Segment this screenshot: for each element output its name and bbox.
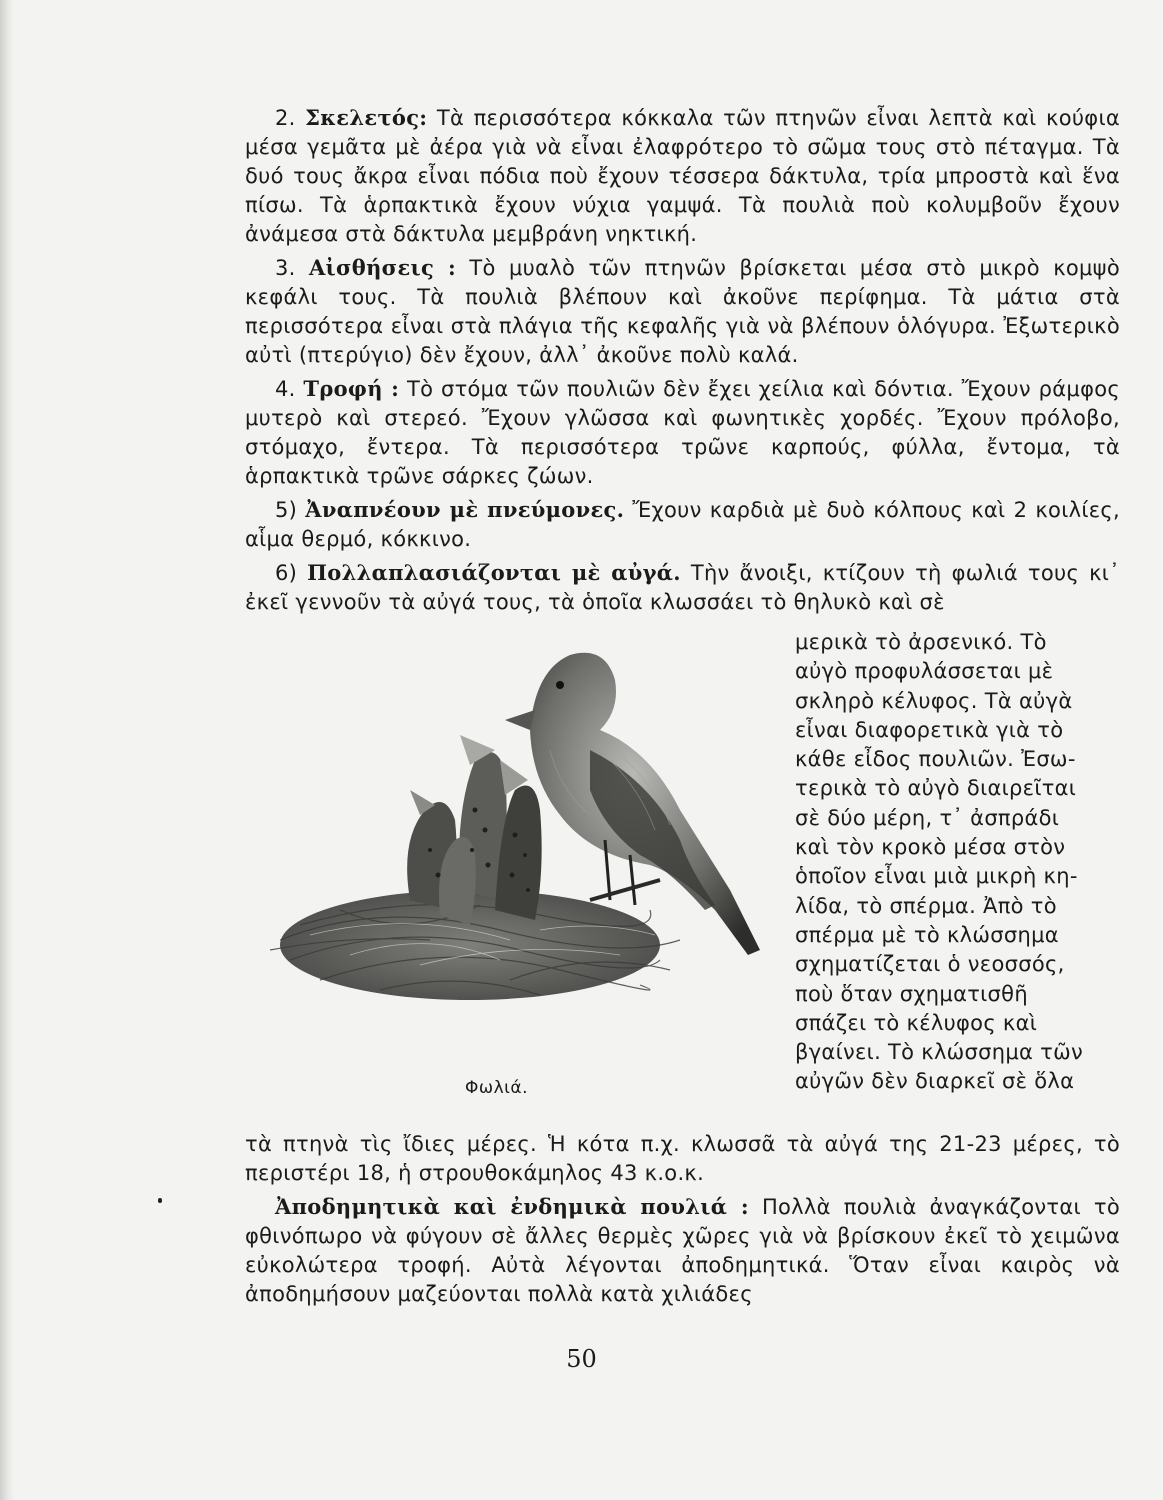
wrap-line: βγαίνει. Τὸ κλώσσημα τῶν <box>795 1040 1084 1065</box>
paragraph-heading: Πολλαπλασιάζονται μὲ αὐγά. <box>307 560 681 585</box>
figure-caption: Φωλιά. <box>465 1078 529 1098</box>
figure-bird-nest <box>260 640 790 1030</box>
paragraph-heading: Ἀναπνέουν μὲ πνεύμονες. <box>305 497 625 522</box>
paragraph-number: 4. <box>275 377 296 401</box>
paragraph-skeleton <box>245 103 1120 249</box>
paragraph-text: Τὸ μυαλὸ τῶν πτηνῶν βρίσκεται μέσα στὸ μικρὸ κομψὸ κεφάλι τους. Τὰ πουλιὰ βλέπουν καὶ ἀκοῦνε περίφημα. Τὰ μάτια στὰ περισσότερα εἶναι στὰ πλάγια τῆς κεφαλῆς γιὰ νὰ βλέπουν ὁλόγυρα. Ἐξωτερικὸ αὐτὶ (πτερύγιο) δὲν ἔχουν, ἀλλ᾽ ἀκοῦνε πολὺ καλά. <box>245 256 1120 367</box>
paragraph-text: Τὰ περισσότερα κόκκαλα τῶν πτηνῶν εἶναι λεπτὰ καὶ κούφια μέσα γεμᾶτα μὲ ἀέρα γιὰ νὰ εἶναι ἐλαφρότερο τὸ σῶμα τους στὸ πέταγμα. Τὰ δυό τους ἄκρα εἶναι πόδια ποὺ ἔχουν τέσσερα δάκτυλα, τρία μπροστὰ καὶ ἕνα πίσω. Τὰ ἁρπακτικὰ ἔχουν νύχια γαμψά. Τὰ πουλιὰ ποὺ κολυμβοῦν ἔχουν ἀνάμεσα στὰ δάκτυλα μεμβράνη νηκτική. <box>245 106 1120 246</box>
paragraph-text: Τὸ στόμα τῶν πουλιῶν δὲν ἔχει χείλια καὶ δόντια. Ἔχουν ράμφος μυτερὸ καὶ στερεό. Ἔχουν γλῶσσα καὶ φωνητικὲς χορδές. Ἔχουν πρόλοβο, στόμαχο, ἔντερα. Τὰ περισσότερα τρῶνε καρπούς, φύλλα, ἔντομα, τὰ ἁρπακτικὰ τρῶνε σάρκες ζώων. <box>245 377 1120 488</box>
wrap-line: αὐγὸ προφυλάσσεται μὲ <box>795 659 1054 684</box>
paragraph-number: 3. <box>275 256 296 280</box>
paragraph-heading: Σκελετός: <box>305 105 428 130</box>
paragraph-heading: Ἀποδημητικὰ καὶ ἐνδημικὰ πουλιά : <box>275 1194 749 1219</box>
wrap-line: τερικὰ τὸ αὐγὸ διαιρεῖται <box>795 776 1077 801</box>
text-block-top <box>245 103 1120 621</box>
print-speck <box>158 1198 162 1203</box>
wrap-line: σπέρμα μὲ τὸ κλώσσημα <box>795 922 1059 947</box>
paragraph-food <box>245 374 1120 491</box>
text-block-bottom <box>245 1130 1120 1313</box>
wrap-line: σχηματίζεται ὁ νεοσσός, <box>795 952 1065 977</box>
paragraph-senses <box>245 253 1120 370</box>
wrap-line: σὲ δύο μέρη, τ᾽ ἀσπράδι <box>795 805 1060 830</box>
wrap-line: σκληρὸ κέλυφος. Τὰ αὐγὰ <box>795 688 1073 713</box>
paragraph-migratory-birds <box>245 1192 1120 1309</box>
paragraph-number: 5) <box>275 498 298 522</box>
text-wrap-right <box>795 628 1120 1097</box>
nest <box>270 890 680 1000</box>
wrap-line: καὶ τὸν κροκὸ μέσα στὸν <box>795 835 1066 860</box>
wrap-line: ποὺ ὅταν σχηματισθῆ <box>795 981 1028 1006</box>
paragraph-reproduction-continued: τὰ πτηνὰ τὶς ἴδιες μέρες. Ἡ κότα π.χ. κλωσσᾶ τὰ αὐγά της 21-23 μέρες, τὸ περιστέρι 18, ἡ στρουθοκάμηλος 43 κ.ο.κ. <box>245 1132 1120 1185</box>
wrap-line: αὐγῶν δὲν διαρκεῖ σὲ ὅλα <box>795 1069 1075 1094</box>
wrap-line: κάθε εἶδος πουλιῶν. Ἐσω- <box>795 747 1076 772</box>
paragraph-breathing <box>245 495 1120 554</box>
wrap-line: εἶναι διαφορετικὰ γιὰ τὸ <box>795 717 1064 742</box>
paragraph-text: Πολλὰ πουλιὰ ἀναγκάζονται τὸ φθινόπωρο νὰ φύγουν σὲ ἄλλες θερμὲς χῶρες γιὰ νὰ βρίσκουν ἐκεῖ τὸ χειμῶνα εὐκολώτερα τροφή. Αὐτὰ λέγονται ἀποδημητικά. Ὅταν εἶναι καιρὸς νὰ ἀποδημήσουν μαζεύονται πολλὰ κατὰ χιλιάδες <box>245 1195 1120 1306</box>
page-number: 50 <box>566 1345 597 1373</box>
paragraph-number: 2. <box>275 106 296 130</box>
page-binding-edge <box>0 0 14 1500</box>
chicks <box>407 735 542 925</box>
wrap-line: σπάζει τὸ κέλυφος καὶ <box>795 1010 1038 1035</box>
paragraph-reproduction <box>245 558 1120 617</box>
paragraph-heading: Τροφή : <box>303 376 400 401</box>
wrap-line: μερικὰ τὸ ἀρσενικό. Τὸ <box>795 630 1047 654</box>
wrap-line: λίδα, τὸ σπέρμα. Ἀπὸ τὸ <box>795 893 1057 918</box>
bird-nest-illustration <box>260 640 790 1030</box>
paragraph-text: Τὴν ἄνοιξι, κτίζουν τὴ φωλιά τους κι᾽ ἐκεῖ γεννοῦν τὰ αὐγά τους, τὰ ὁποῖα κλωσσάει τὸ θηλυκὸ καὶ σὲ <box>245 561 1120 614</box>
paragraph-heading: Αἰσθήσεις : <box>308 255 457 280</box>
paragraph-number: 6) <box>275 561 298 585</box>
paragraph-text: Ἔχουν καρδιὰ μὲ δυὸ κόλπους καὶ 2 κοιλίες, αἷμα θερμό, κόκκινο. <box>245 498 1120 551</box>
wrap-line: ὁποῖον εἶναι μιὰ μικρὴ κη- <box>795 864 1078 889</box>
